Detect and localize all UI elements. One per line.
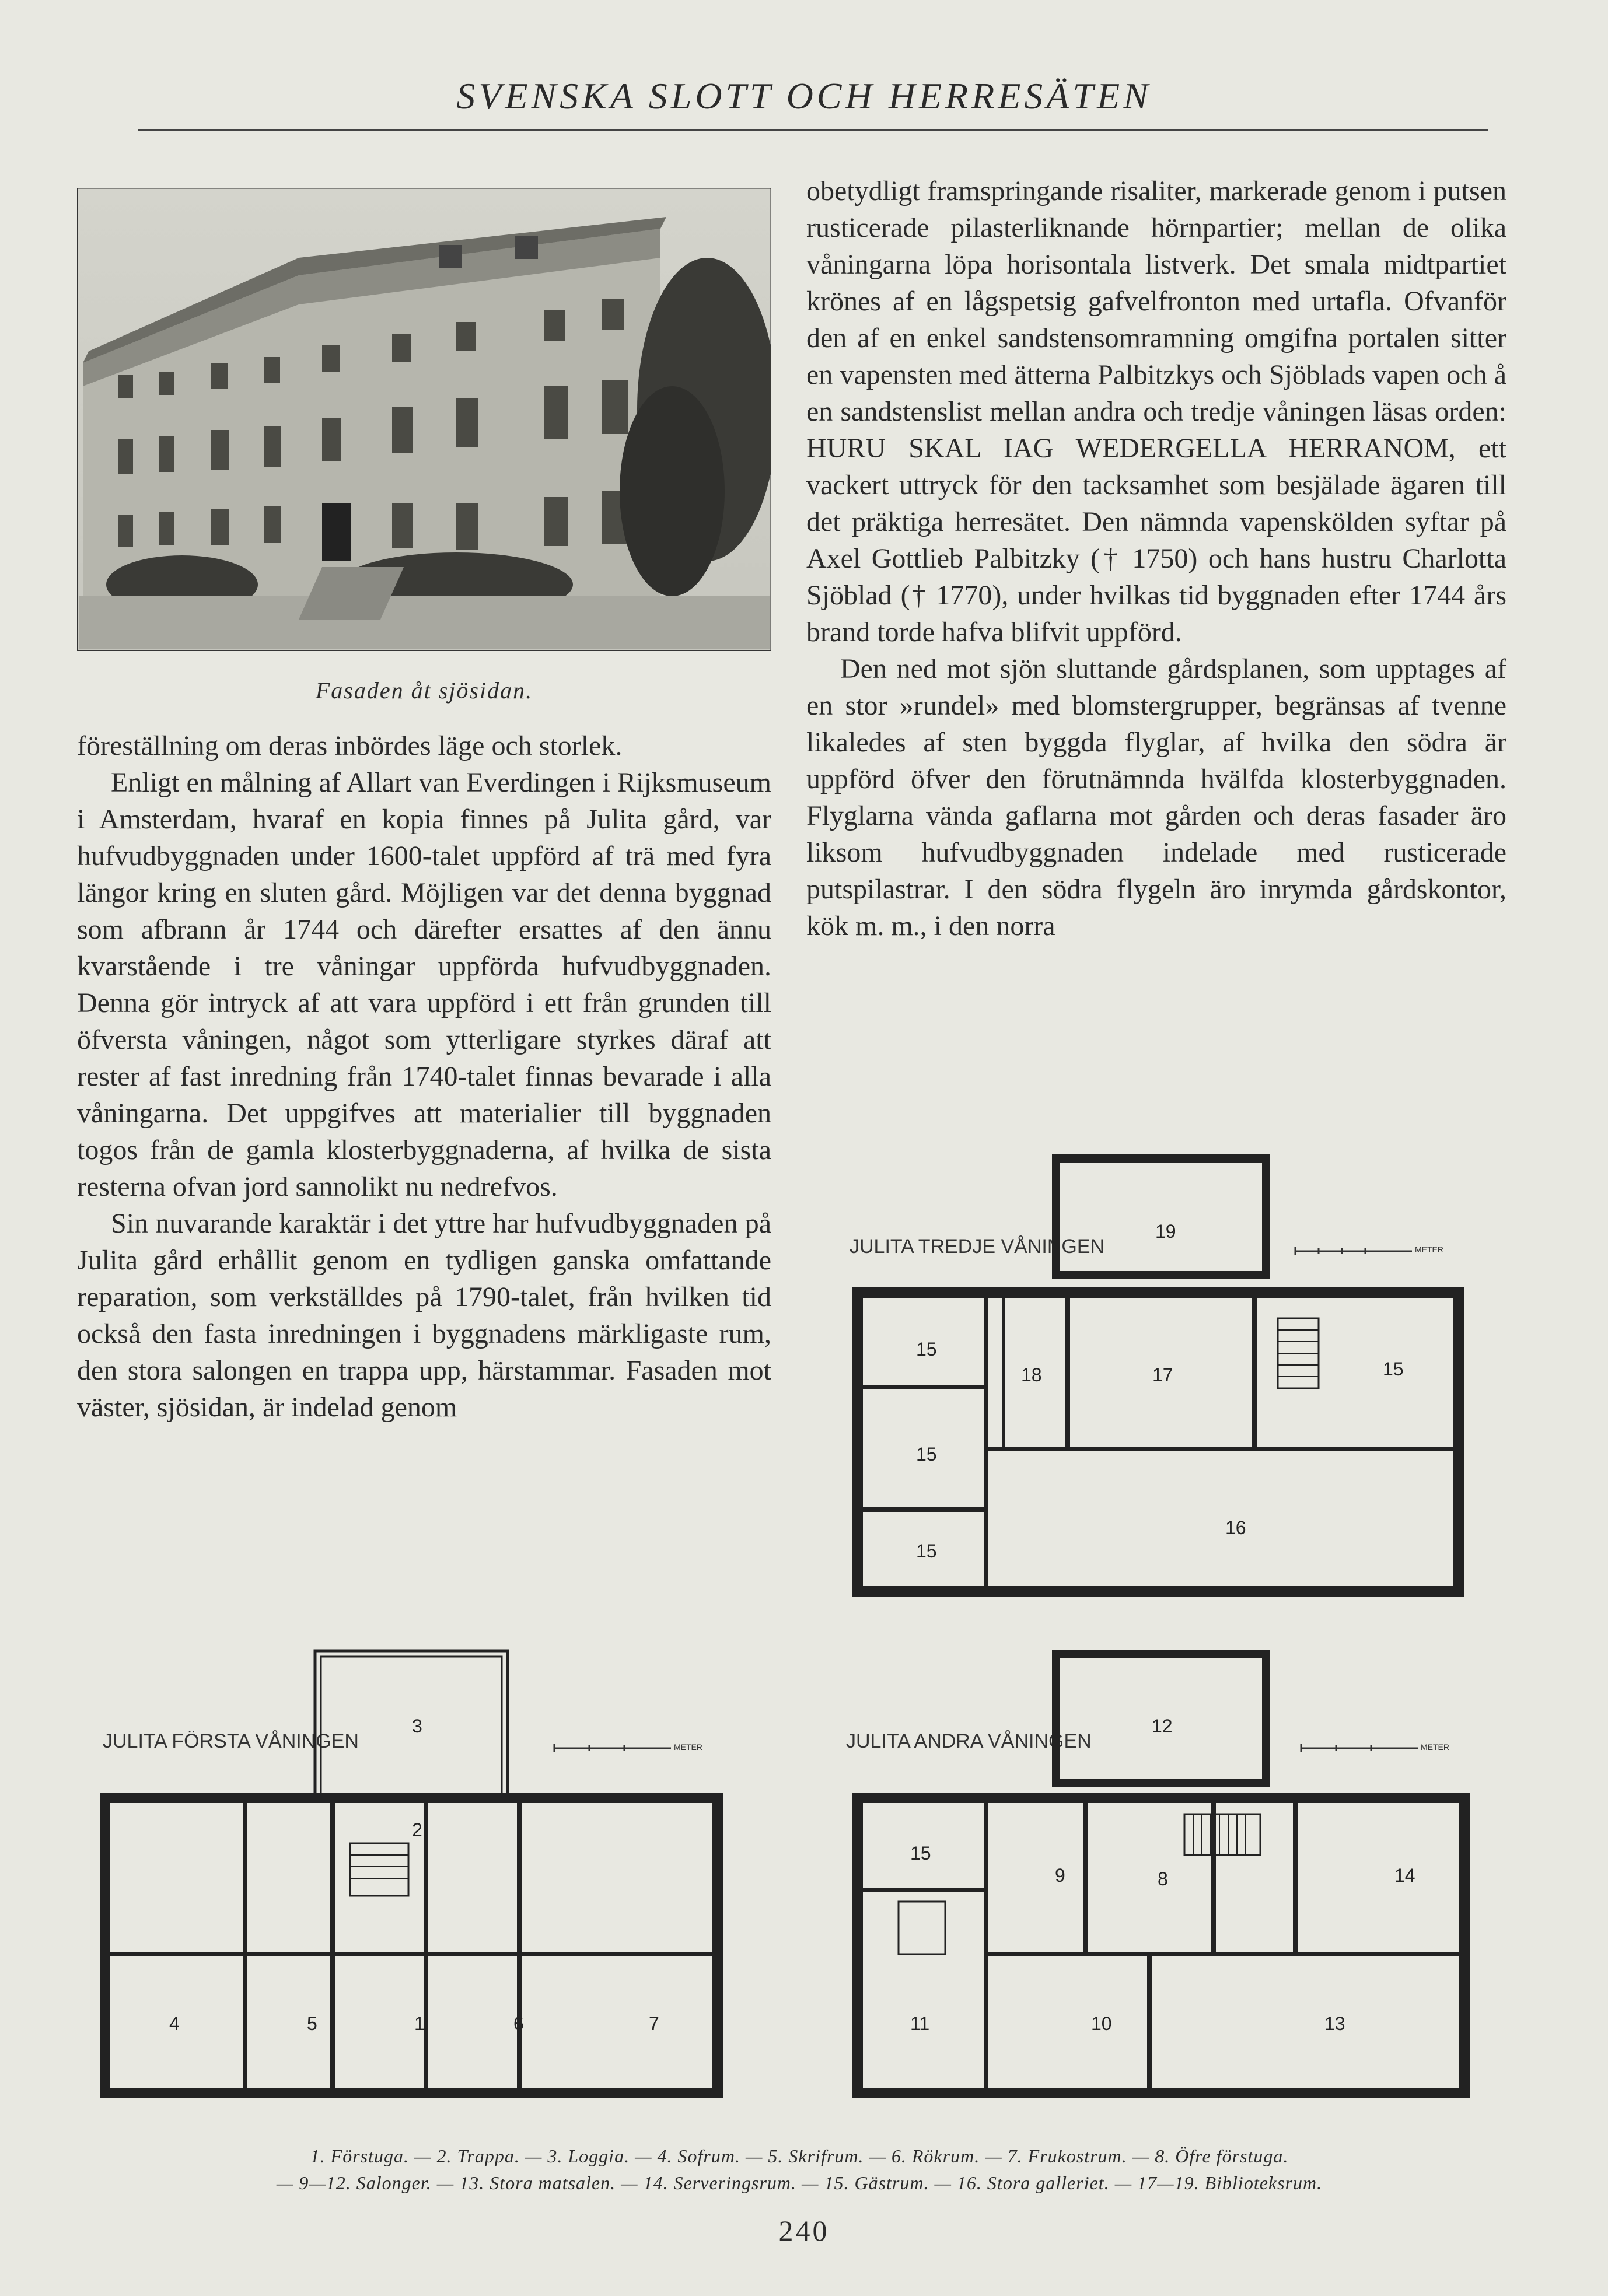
room-third-18: 18 <box>1021 1364 1042 1385</box>
scale-bar-second <box>1301 1742 1449 1752</box>
plan-second-floor <box>840 1645 1517 2123</box>
scale-label-first: METER <box>674 1742 702 1752</box>
room-second-8: 8 <box>1158 1868 1168 1889</box>
scale-bar-third <box>1295 1245 1443 1255</box>
running-title: SVENSKA SLOTT OCH HERRESÄTEN <box>456 75 1152 117</box>
room-third-17: 17 <box>1152 1364 1173 1385</box>
photo-caption: Fasaden åt sjösidan. <box>315 677 533 704</box>
scale-label-second: METER <box>1421 1742 1449 1752</box>
room-second-9: 9 <box>1055 1865 1065 1886</box>
plan-third-floor <box>840 1149 1517 1616</box>
room-second-12: 12 <box>1152 1716 1173 1737</box>
scale-bar-first <box>554 1742 702 1752</box>
header-rule <box>138 130 1488 131</box>
facade-photo <box>77 188 771 651</box>
room-third-15c: 15 <box>916 1444 937 1465</box>
room-second-13: 13 <box>1324 2013 1345 2034</box>
right-paragraph-2: Den ned mot sjön sluttande gårdsplanen, som upptages af en stor »rundel» med blomstergrupper, begränsas af tvenne likaledes af sten byggda flyglar, af hvilka den södra är uppförd öfver den förutnämnda hvälfda klosterbyggnaden. Flyglarna vända gaflarna mot gården och deras fasader äro liksom hufvudbyggnaden indelade med rusticerade putspilastrar. I den södra flygeln äro inrymda gårdskontor, kök m. m., i den norra <box>806 653 1506 942</box>
right-paragraph-1: obetydligt framspringande risaliter, markerade genom i putsen rusticerade pilasterliknande hörnpartier; mellan de olika våningarna löpa horisontala listverk. Det smala midtpartiet krönes af en lågspetsig gafvelfronton med urtafla. Ofvanför den af en enkel sandstensomramning omgifna portalen sitter en vapensten med ätterna Palbitzkys och Sjöblads vapen och å en sandstenslist mellan andra och tredje våningen läsas orden: HURU SKAL IAG WEDERGELLA HERRANOM, ett vackert uttryck för den tacksamhet som besjälade ägaren till det präktiga herresätet. Den nämnda vapenskölden syftar på Axel Gottlieb Palbitzky († 1750) och hans hustru Charlotta Sjöblad († 1770), under hvilkas tid byggnaden efter 1744 års brand torde hafva blifvit uppförd. <box>806 176 1506 648</box>
room-first-6: 6 <box>513 2013 524 2034</box>
room-first-5: 5 <box>307 2013 317 2034</box>
room-third-15a: 15 <box>916 1339 937 1360</box>
plan-third-title: JULITA TREDJE VÅNINGEN <box>850 1236 1105 1258</box>
left-paragraph-2: Enligt en målning af Allart van Everdingen i Rijksmuseum i Amsterdam, hvaraf en kopia finnes på Julita gård, var hufvudbyggnaden under 1600-talet uppförd af trä med fyra längor kring en sluten gård. Möjligen var det denna byggnad som afbrann år 1744 och därefter ersattes af den ännu kvarstående i tre våningar uppförda hufvudbyggnaden. Denna gör intryck af att vara uppförd i ett från grunden till öfversta våningen, något som ytterligare styrkes däraf att rester af fast inredning från 1740-talet finnas bevarade i alla våningarna. Det uppgifves att materialier till byggnaden togos från de gamla klosterbyggnaderna, af hvilka de sista resterna ofvan jord sannolikt nu nedrefvos. <box>77 767 771 1202</box>
plan-first-floor <box>88 1645 758 2123</box>
left-paragraph-3: Sin nuvarande karaktär i det yttre har hufvudbyggnaden på Julita gård erhållit genom en tydligen ganska omfattande reparation, som verkställdes på 1790-talet, från hvilken tid också den fasta inredningen i byggnadens märkligaste rum, den stora salongen en trappa upp, härstammar. Fasaden mot väster, sjösidan, är indelad genom <box>77 1208 771 1423</box>
room-third-15d: 15 <box>916 1541 937 1562</box>
legend-line-2: — 9—12. Salonger. — 13. Stora matsalen. — 14. Serveringsrum. — 15. Gästrum. — 16. Stora galleriet. — 17—19. Biblioteksrum. <box>276 2172 1323 2193</box>
room-second-11: 11 <box>910 2013 930 2034</box>
room-third-16: 16 <box>1225 1517 1246 1538</box>
room-second-15: 15 <box>910 1843 931 1864</box>
right-column <box>806 173 1506 944</box>
room-second-14: 14 <box>1394 1865 1415 1886</box>
room-third-15b: 15 <box>1383 1359 1404 1380</box>
room-first-2: 2 <box>412 1819 422 1840</box>
scale-label-third: METER <box>1415 1245 1443 1254</box>
room-first-3: 3 <box>412 1716 422 1737</box>
room-first-1: 1 <box>414 2013 425 2034</box>
room-first-4: 4 <box>169 2013 180 2034</box>
plan-first-title: JULITA FÖRSTA VÅNINGEN <box>103 1730 359 1752</box>
room-second-10: 10 <box>1091 2013 1112 2034</box>
left-column <box>77 727 771 1426</box>
left-paragraph-1: föreställning om deras inbördes läge och storlek. <box>77 730 623 761</box>
room-third-19: 19 <box>1155 1221 1176 1242</box>
room-first-7: 7 <box>649 2013 659 2034</box>
plan-second-title: JULITA ANDRA VÅNINGEN <box>846 1730 1092 1752</box>
page-number: 240 <box>778 2214 830 2247</box>
legend-line-1: 1. Förstuga. — 2. Trappa. — 3. Loggia. — 4. Sofrum. — 5. Skrifrum. — 6. Rökrum. — 7. Frukostrum. — 8. Öfre förstuga. <box>310 2146 1289 2166</box>
